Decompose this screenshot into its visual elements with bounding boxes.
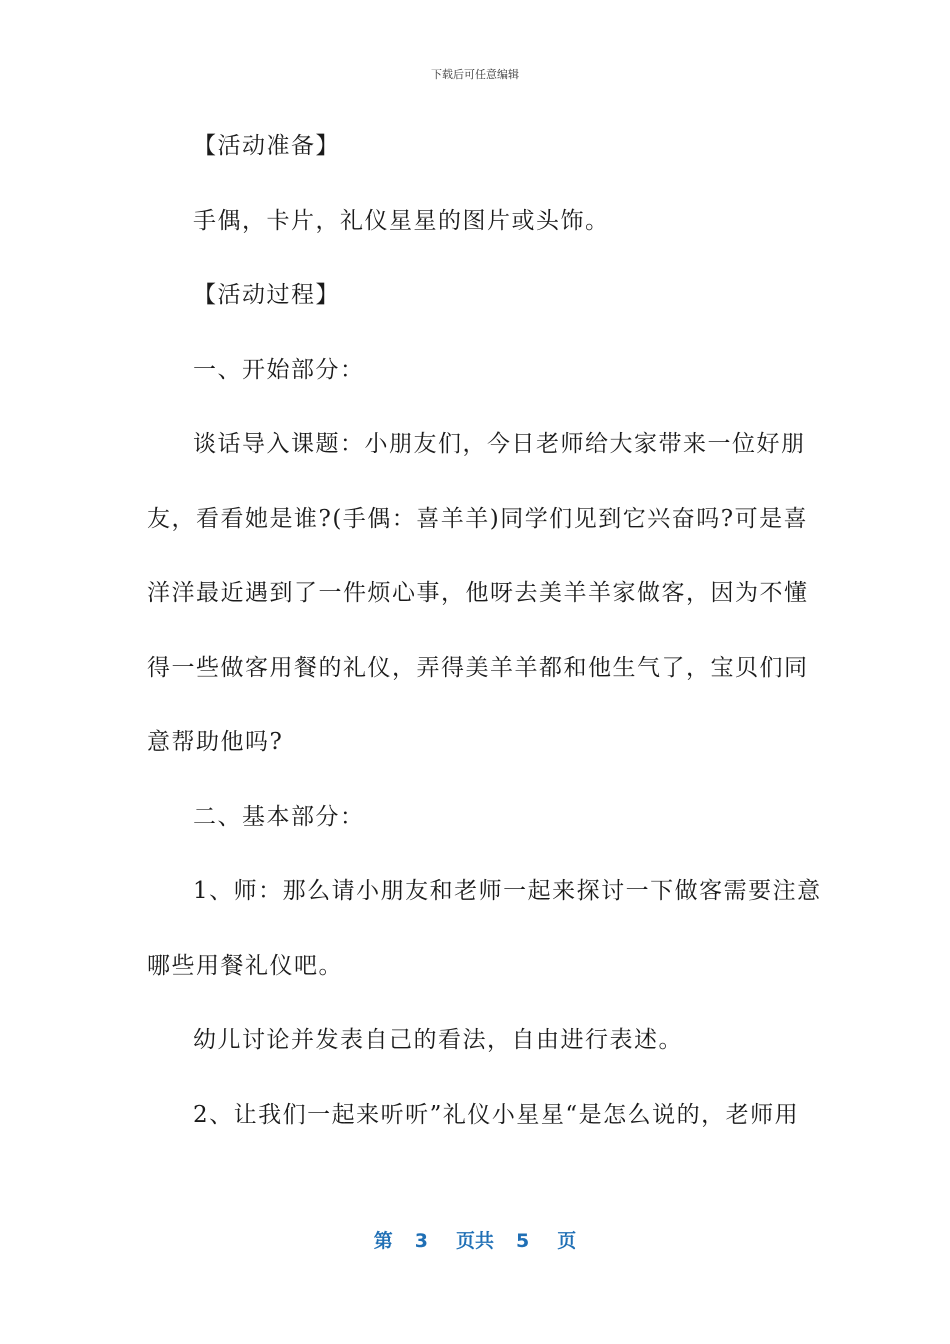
section-heading-process: 【活动过程】 [193,282,340,308]
paragraph-line: 手偶，卡片，礼仪星星的图片或头饰。 [193,208,610,234]
paragraph-line: 洋洋最近遇到了一件烦心事，他呀去美羊羊家做客，因为不懂 [147,580,809,606]
paragraph-line: 2、让我们一起来听听”礼仪小星星“是怎么说的，老师用 [193,1102,800,1128]
footer-current-page: 3 [414,1230,428,1252]
page-footer [0,1226,950,1253]
paragraph-line: 哪些用餐礼仪吧。 [147,953,343,979]
paragraph-line: 得一些做客用餐的礼仪，弄得美羊羊都和他生气了，宝贝们同 [147,655,809,681]
paragraph-line: 谈话导入课题：小朋友们，今日老师给大家带来一位好朋 [193,431,806,457]
footer-prefix: 第 [373,1230,393,1252]
footer-total-pages: 5 [516,1230,530,1252]
paragraph-line: 意帮助他吗? [147,729,284,755]
subsection-heading-basic: 二、基本部分： [193,804,365,830]
paragraph-line: 幼儿讨论并发表自己的看法，自由进行表述。 [193,1027,683,1053]
page-header: 下载后可任意编辑 [431,68,519,81]
footer-middle: 页共 [455,1230,494,1252]
paragraph-line: 1、师：那么请小朋友和老师一起来探讨一下做客需要注意 [193,878,822,904]
paragraph-line: 友，看看她是谁?(手偶：喜羊羊)同学们见到它兴奋吗?可是喜 [147,506,809,532]
footer-suffix: 页 [557,1230,577,1252]
section-heading-preparation: 【活动准备】 [193,133,340,159]
subsection-heading-start: 一、开始部分： [193,357,365,383]
